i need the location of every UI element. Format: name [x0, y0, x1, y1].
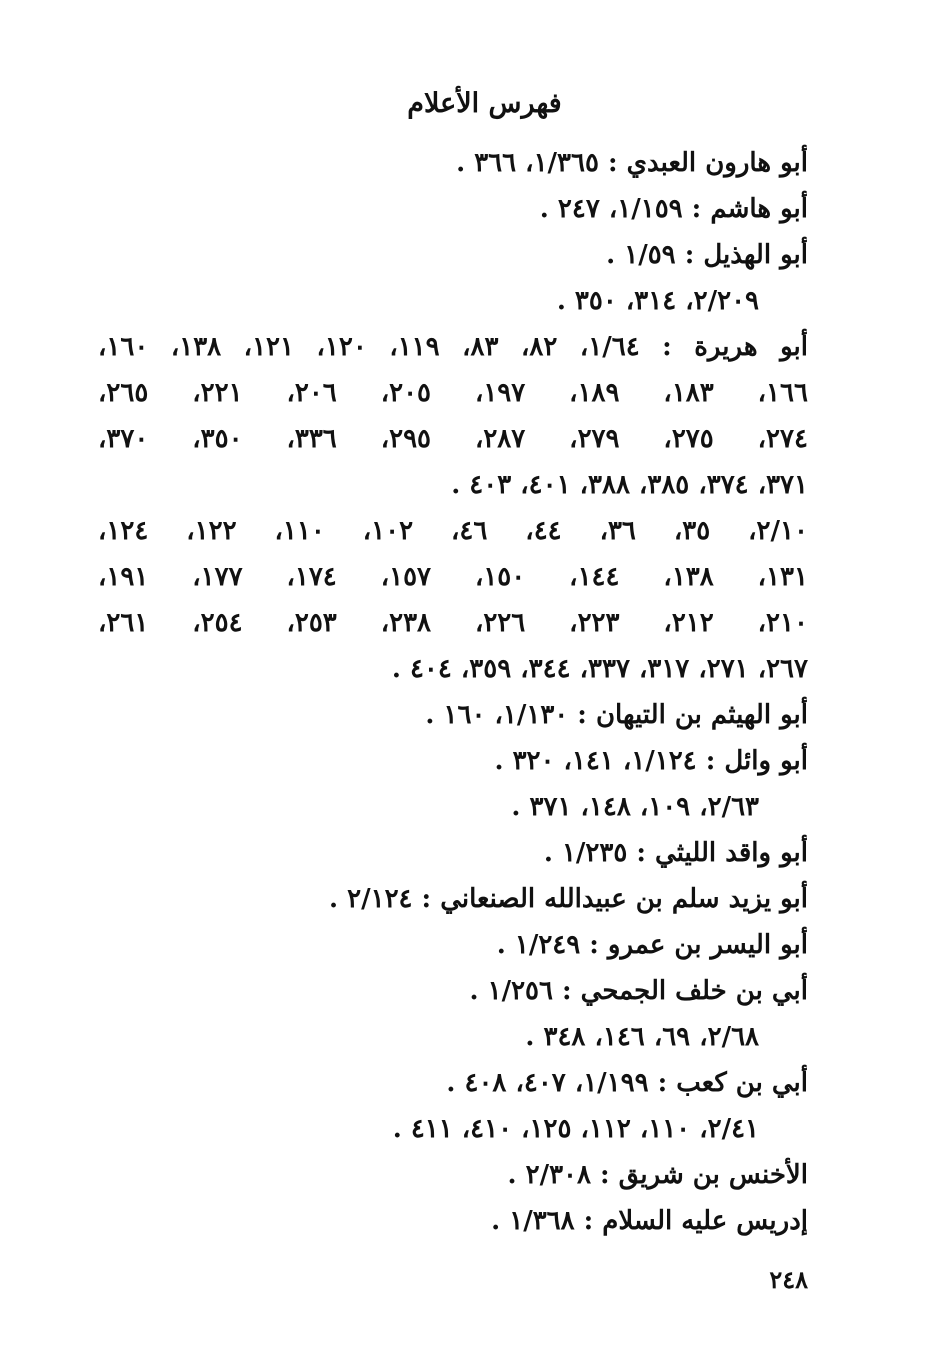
index-entry-line: ٢/١٠، ٣٥، ٣٦، ٤٤، ٤٦، ١٠٢، ١١٠، ١٢٢، ١٢٤، [98, 516, 808, 546]
index-entry-line: أبو الهيثم بن التيهان : ١/١٣٠، ١٦٠ . [425, 700, 808, 730]
index-entry-line: أبو وائل : ١/١٢٤، ١٤١، ٣٢٠ . [494, 746, 808, 776]
index-entry-line: ٢٧٤، ٢٧٥، ٢٧٩، ٢٨٧، ٢٩٥، ٣٣٦، ٣٥٠، ٣٧٠، [98, 424, 808, 454]
index-entry-line: ١٦٦، ١٨٣، ١٨٩، ١٩٧، ٢٠٥، ٢٠٦، ٢٢١، ٢٦٥، [98, 378, 808, 408]
index-entry-line: إدريس عليه السلام : ١/٣٦٨ . [491, 1206, 808, 1236]
page-title: فهرس الأعلام [407, 88, 562, 119]
index-entries [98, 140, 808, 1244]
index-entry-line: أبي بن كعب : ١/١٩٩، ٤٠٧، ٤٠٨ . [446, 1068, 808, 1098]
index-entry-line: ٢٦٧، ٢٧١، ٣١٧، ٣٣٧، ٣٤٤، ٣٥٩، ٤٠٤ . [391, 654, 808, 684]
index-entry-line: أبو هارون العبدي : ١/٣٦٥، ٣٦٦ . [456, 148, 808, 178]
index-entry-line: أبو واقد الليثي : ١/٢٣٥ . [543, 838, 808, 868]
index-entry-line: ٢/٦٨، ٦٩، ١٤٦، ٣٤٨ . [525, 1022, 759, 1052]
index-entry-line: الأخنس بن شريق : ٢/٣٠٨ . [507, 1160, 808, 1190]
index-entry-line: ٢/٢٠٩، ٣١٤، ٣٥٠ . [556, 286, 759, 316]
index-entry-line: أبو الهذيل : ١/٥٩ . [606, 240, 808, 270]
index-entry-line: ٢١٠، ٢١٢، ٢٢٣، ٢٢٦، ٢٣٨، ٢٥٣، ٢٥٤، ٢٦١، [98, 608, 808, 638]
index-entry-line: ٣٧١، ٣٧٤، ٣٨٥، ٣٨٨، ٤٠١، ٤٠٣ . [451, 470, 808, 500]
index-entry-line: أبو اليسر بن عمرو : ١/٢٤٩ . [496, 930, 808, 960]
index-entry-line: ١٣١، ١٣٨، ١٤٤، ١٥٠، ١٥٧، ١٧٤، ١٧٧، ١٩١، [98, 562, 808, 592]
index-entry-line: ٢/٦٣، ١٠٩، ١٤٨، ٣٧١ . [511, 792, 759, 822]
page-number: ٢٤٨ [769, 1265, 808, 1294]
index-entry-line: أبو هريرة : ١/٦٤، ٨٢، ٨٣، ١١٩، ١٢٠، ١٢١، ١٣٨، ١٦٠، [98, 332, 808, 362]
index-entry-line: ٢/٤١، ١١٠، ١١٢، ١٢٥، ٤١٠، ٤١١ . [392, 1114, 759, 1144]
index-entry-line: أبو يزيد سلم بن عبيدالله الصنعاني : ٢/١٢٤ . [329, 884, 808, 914]
index-entry-line: أبو هاشم : ١/١٥٩، ٢٤٧ . [539, 194, 808, 224]
index-entry-line: أبي بن خلف الجمحي : ١/٢٥٦ . [469, 976, 808, 1006]
